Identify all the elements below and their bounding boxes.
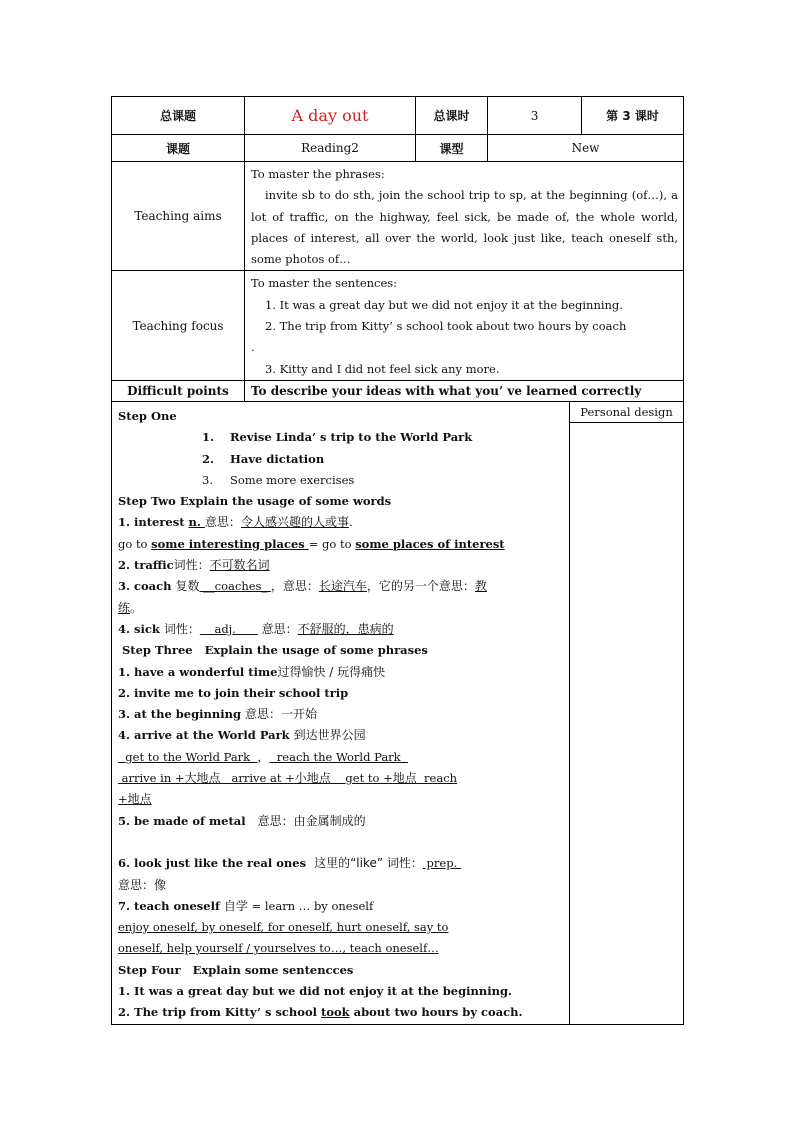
- focus-sentence-1: 1. It was a great day but we did not enjoy it at the beginning.: [265, 297, 623, 312]
- aims-content: [245, 162, 684, 271]
- step-one-item-2: 2. Have dictation: [202, 451, 325, 466]
- phrase-2: 2. invite me to join their school trip: [118, 685, 349, 700]
- word-traffic: 2. traffic词性：不可数名词: [118, 558, 270, 573]
- phrase-4-usage-cont: +地点: [118, 792, 152, 807]
- phrase-4: 4. arrive at the World Park 到达世界公园: [118, 728, 366, 743]
- phrase-6-meaning: 意思：像: [118, 877, 167, 892]
- periods-label: 总课时: [416, 97, 488, 135]
- procedure-cell: [112, 401, 570, 1024]
- personal-design-cell: [570, 401, 684, 1024]
- phrase-7-examples-1: enjoy oneself, by oneself, for oneself, hurt oneself, say to: [118, 920, 449, 935]
- difficult-text: To describe your ideas with what you’ ve learned correctly: [245, 380, 684, 401]
- step-three-heading: Step Three Explain the usage of some phrases: [118, 643, 428, 658]
- sentence-1: 1. It was a great day but we did not enjoy it at the beginning.: [118, 983, 512, 998]
- type-label: 课型: [416, 135, 488, 162]
- word-coach: 3. coach 复数 __coaches_ ，意思：长途汽车，它的另一个意思：教: [118, 579, 487, 594]
- personal-design-heading: Personal design: [570, 402, 683, 423]
- difficult-label: Difficult points: [112, 380, 245, 401]
- word-interest-example: go to some interesting places = go to some places of interest: [118, 536, 505, 551]
- focus-sentence-2-tail: .: [251, 340, 255, 355]
- focus-sentence-3: 3. Kitty and I did not feel sick any more.: [265, 361, 500, 376]
- aims-intro: To master the phrases:: [251, 167, 385, 181]
- type-value: New: [488, 135, 684, 162]
- step-one-item-1: 1. Revise Linda’ s trip to the World Park: [202, 430, 473, 445]
- periods-value: 3: [488, 97, 582, 135]
- phrase-5: 5. be made of metal 意思：由金属制成的: [118, 813, 366, 828]
- lesson-plan-table: [111, 96, 684, 1025]
- sentence-2: 2. The trip from Kitty’ s school took about two hours by coach.: [118, 1005, 523, 1020]
- topic-title: A day out: [245, 97, 416, 135]
- word-coach-cont: 练。: [118, 600, 143, 615]
- aims-label: Teaching aims: [112, 162, 245, 271]
- step-one-heading: Step One: [118, 408, 177, 423]
- step-four-heading: Step Four Explain some sentencces: [118, 962, 354, 977]
- lesson-label: 课题: [112, 135, 245, 162]
- focus-content: [245, 271, 684, 380]
- phrase-7: 7. teach oneself 自学 = learn … by oneself: [118, 898, 374, 913]
- focus-intro: To master the sentences:: [251, 276, 398, 291]
- phrase-4-usage: arrive in +大地点 arrive at +小地点 get to +地点 reach: [118, 771, 458, 786]
- phrase-4-synonyms: get to the World Park ， reach the World Park: [118, 749, 408, 764]
- phrase-1: 1. have a wonderful time过得愉快 / 玩得痛快: [118, 664, 386, 679]
- phrase-7-examples-2: oneself, help yourself / yourselves to…, teach oneself…: [118, 941, 439, 956]
- aims-phrases: invite sb to do sth, join the school trip to sp, at the beginning (of…), a lot of traffic, on the highway, feel sick, be made of, the whole world, places of interest, all over the world, look just like, teach oneself sth, some photos of…: [251, 188, 679, 267]
- lesson-value: Reading2: [245, 135, 416, 162]
- focus-label: Teaching focus: [112, 271, 245, 380]
- word-sick: 4. sick 词性： adj. 意思：不舒服的，患病的: [118, 621, 394, 636]
- blank-line: [118, 832, 563, 853]
- word-interest: 1. interest n. 意思：令人感兴趣的人或事.: [118, 515, 353, 530]
- lesson-plan-sheet: [111, 96, 683, 1018]
- period-number: 第 3 课时: [582, 97, 684, 135]
- topic-label: 总课题: [112, 97, 245, 135]
- phrase-6: 6. look just like the real ones 这里的“like” 词性： prep.: [118, 856, 461, 871]
- step-one-item-3: 3. Some more exercises: [202, 472, 355, 487]
- step-two-heading: Step Two Explain the usage of some words: [118, 494, 392, 509]
- phrase-3: 3. at the beginning 意思：一开始: [118, 707, 318, 722]
- focus-sentence-2: 2. The trip from Kitty’ s school took about two hours by coach: [265, 319, 627, 334]
